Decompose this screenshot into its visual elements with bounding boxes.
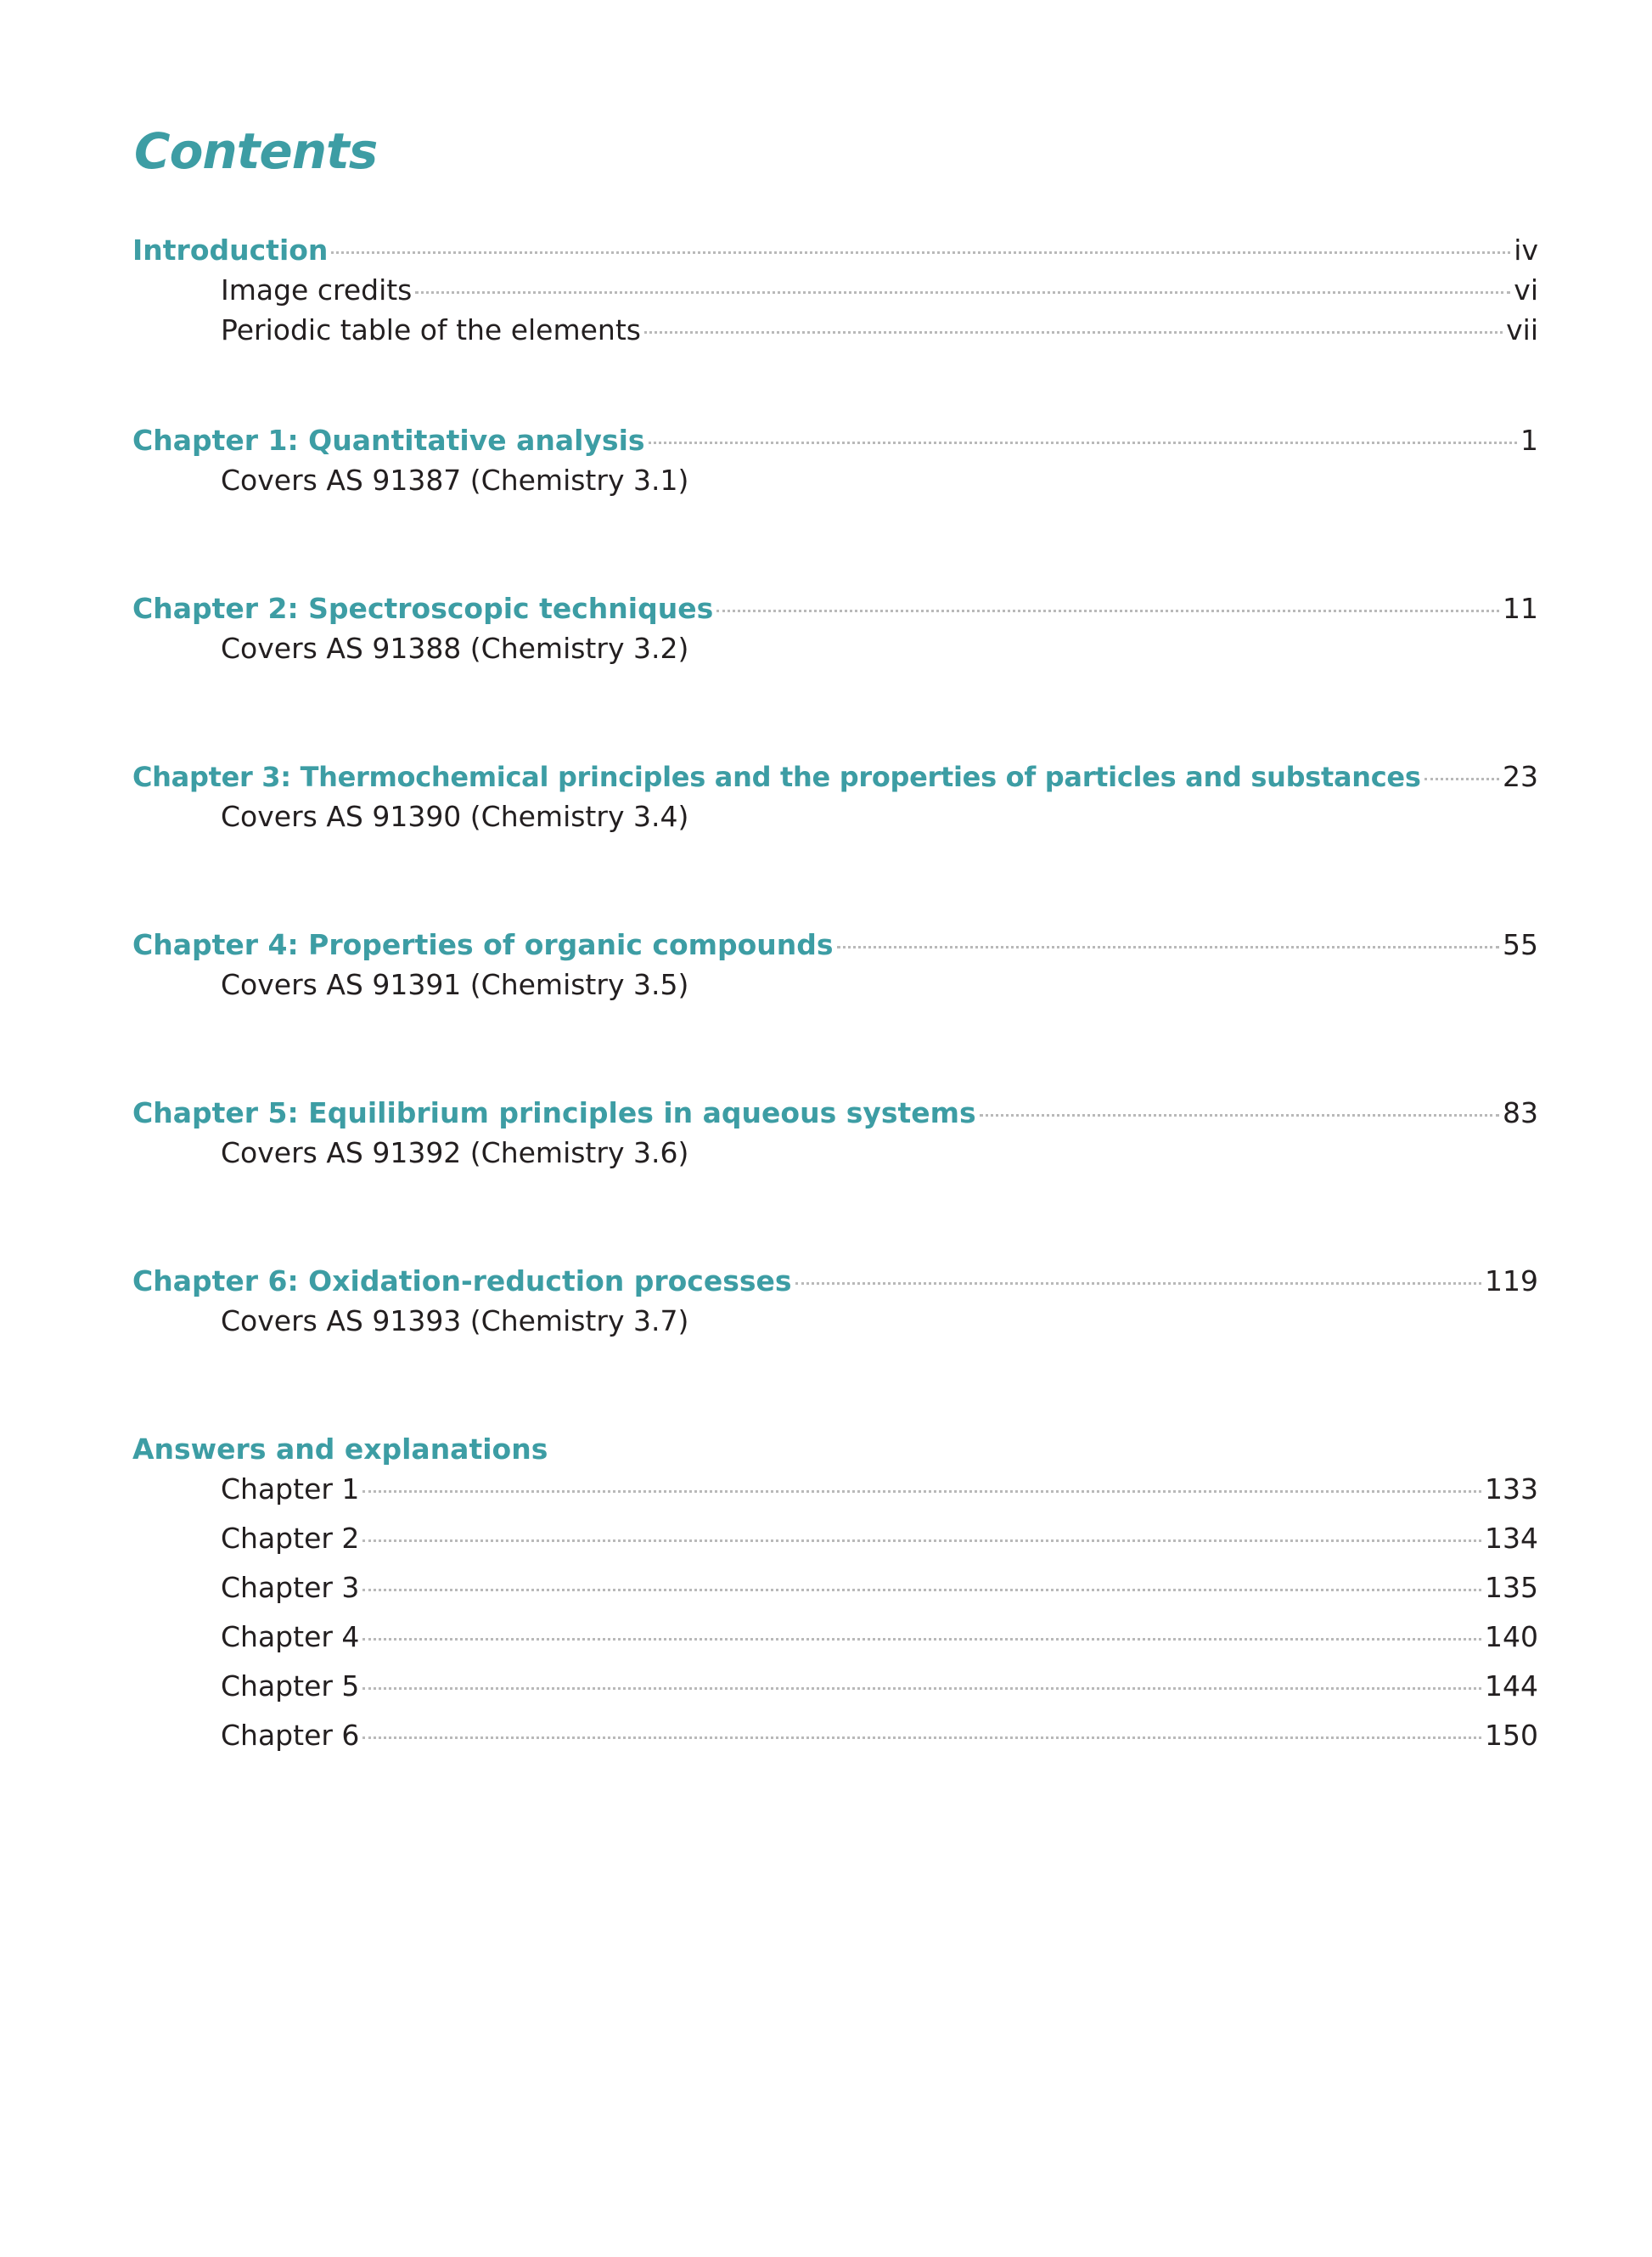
toc-entry-introduction[interactable] <box>132 231 1538 270</box>
toc-entry-label: Chapter 6 <box>221 1719 360 1752</box>
toc-page-number: 150 <box>1485 1719 1538 1752</box>
toc-page-number: vi <box>1514 273 1538 307</box>
toc-entry-label: Image credits <box>221 273 413 307</box>
toc-entry-periodic-table[interactable] <box>221 311 1538 350</box>
dot-leader <box>362 1687 1481 1690</box>
toc-page-number: iv <box>1514 234 1538 267</box>
chapter-standard-note: Covers AS 91393 (Chemistry 3.7) <box>221 1304 689 1337</box>
toc-entry-chapter-2[interactable] <box>132 589 1538 628</box>
toc-entry-chapter-3[interactable] <box>132 757 1538 796</box>
toc-page-number: 133 <box>1485 1472 1538 1506</box>
dot-leader <box>331 251 1510 254</box>
dot-leader <box>362 1490 1481 1493</box>
toc-entry-image-credits[interactable] <box>221 271 1538 310</box>
toc-entry-label: Chapter 5: Equilibrium principles in aqueous systems <box>132 1096 976 1129</box>
dot-leader <box>362 1736 1481 1739</box>
page-title: Contents <box>134 122 378 180</box>
toc-page-number: 55 <box>1503 928 1538 961</box>
toc-entry-label: Chapter 1: Quantitative analysis <box>132 424 645 457</box>
toc-entry-answers-chapter-6[interactable] <box>221 1716 1538 1755</box>
chapter-standard-note: Covers AS 91392 (Chemistry 3.6) <box>221 1136 689 1169</box>
dot-leader <box>980 1114 1499 1117</box>
toc-entry-label: Chapter 4 <box>221 1620 360 1653</box>
toc-entry-label: Chapter 4: Properties of organic compounds <box>132 928 834 961</box>
toc-entry-label: Introduction <box>132 234 329 267</box>
toc-page-number: 140 <box>1485 1620 1538 1653</box>
toc-page-number: 144 <box>1485 1669 1538 1703</box>
chapter-standard-note: Covers AS 91388 (Chemistry 3.2) <box>221 632 689 665</box>
toc-entry-label: Chapter 2: Spectroscopic techniques <box>132 592 714 625</box>
toc-entry-chapter-6[interactable] <box>132 1262 1538 1301</box>
toc-entry-label: Chapter 2 <box>221 1522 360 1555</box>
toc-entry-label: Chapter 3 <box>221 1571 360 1604</box>
toc-entry-answers-chapter-3[interactable] <box>221 1568 1538 1607</box>
toc-entry-answers-chapter-1[interactable] <box>221 1470 1538 1509</box>
toc-entry-chapter-4[interactable] <box>132 926 1538 965</box>
chapter-standard-note: Covers AS 91391 (Chemistry 3.5) <box>221 968 689 1001</box>
toc-page-number: 135 <box>1485 1571 1538 1604</box>
toc-entry-label: Chapter 6: Oxidation-reduction processes <box>132 1264 792 1297</box>
toc-page-number: 1 <box>1520 424 1538 457</box>
toc-page-number: 83 <box>1503 1096 1538 1129</box>
toc-page-number: 23 <box>1503 760 1538 793</box>
toc-entry-chapter-1[interactable] <box>132 421 1538 460</box>
toc-entry-answers-chapter-4[interactable] <box>221 1618 1538 1657</box>
dot-leader <box>644 331 1503 334</box>
dot-leader <box>362 1539 1481 1542</box>
toc-entry-answers-chapter-2[interactable] <box>221 1519 1538 1558</box>
toc-section-answers <box>132 1430 1538 1469</box>
dot-leader <box>795 1282 1481 1285</box>
toc-section-label: Answers and explanations <box>132 1432 548 1466</box>
dot-leader <box>362 1638 1481 1641</box>
dot-leader <box>362 1589 1481 1591</box>
dot-leader <box>649 442 1517 444</box>
dot-leader <box>716 610 1499 612</box>
toc-entry-label: Chapter 5 <box>221 1669 360 1703</box>
toc-page-number: vii <box>1506 313 1538 346</box>
toc-entry-chapter-5[interactable] <box>132 1094 1538 1133</box>
toc-entry-label: Periodic table of the elements <box>221 313 641 346</box>
toc-entry-label: Chapter 3: Thermochemical principles and the properties of particles and substances <box>132 761 1421 793</box>
dot-leader <box>837 946 1499 948</box>
toc-page-number: 11 <box>1503 592 1538 625</box>
toc-page-number: 119 <box>1485 1264 1538 1297</box>
toc-page-number: 134 <box>1485 1522 1538 1555</box>
chapter-standard-note: Covers AS 91390 (Chemistry 3.4) <box>221 800 689 833</box>
toc-entry-answers-chapter-5[interactable] <box>221 1667 1538 1706</box>
dot-leader <box>1424 778 1499 780</box>
toc-entry-label: Chapter 1 <box>221 1472 360 1506</box>
dot-leader <box>415 291 1510 294</box>
chapter-standard-note: Covers AS 91387 (Chemistry 3.1) <box>221 464 689 497</box>
